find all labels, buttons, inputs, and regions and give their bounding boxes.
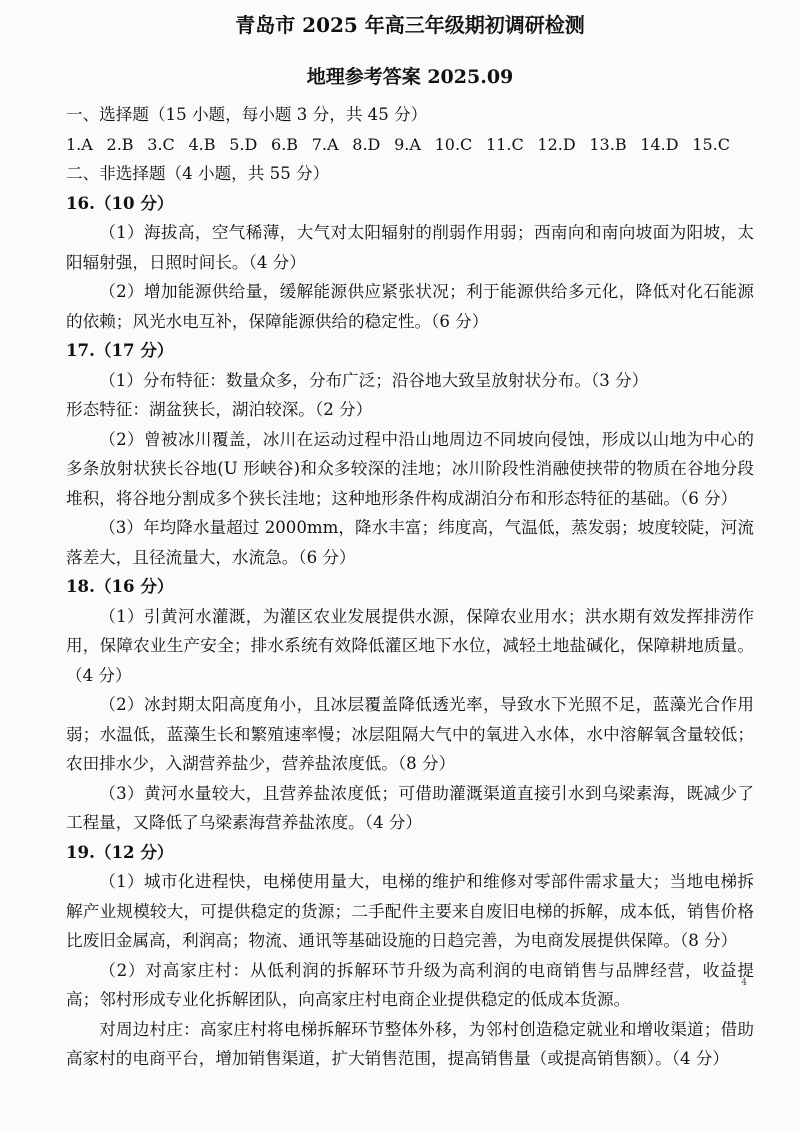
answer-item: 13.B — [589, 134, 627, 154]
answer-item: 8.D — [352, 134, 381, 154]
section-choice — [66, 100, 754, 159]
answer-paragraph: 对周边村庄：高家庄村将电梯拆解环节整体外移，为邻村创造稳定就业和增收渠道；借助高家村的电商平台，增加销售渠道，扩大销售范围，提高销售量（或提高销售额）。（4 分） — [66, 1019, 754, 1068]
question-17 — [66, 336, 754, 572]
page-subtitle: 地理参考答案 2025.09 — [306, 66, 514, 88]
question-18 — [66, 572, 754, 838]
answer-paragraph: 形态特征：湖盆狭长，湖泊较深。（2 分） — [66, 400, 373, 419]
answer-paragraph: （1）海拔高，空气稀薄，大气对太阳辐射的削弱作用弱；西南向和南向坡面为阳坡，太阳辐射强，日照时间长。（4 分） — [66, 223, 754, 272]
section-choice-heading: 一、选择题（15 小题，每小题 3 分，共 45 分） — [66, 105, 428, 124]
answer-paragraph: （2）对高家庄村：从低利润的拆解环节升级为高利润的电商销售与品牌经营，收益提高；邻村形成专业化拆解团队，向高家庄村电商企业提供稳定的低成本货源。 — [66, 960, 754, 1009]
answer-paragraph: （1）引黄河水灌溉，为灌区农业发展提供水源，保障农业用水；洪水期有效发挥排涝作用，保障农业生产安全；排水系统有效降低灌区地下水位，减轻土地盐碱化，保障耕地质量。（4 分） — [66, 606, 754, 685]
answer-item: 1.A — [66, 134, 93, 154]
answer-item: 2.B — [106, 134, 134, 154]
question-number: 16.（10 分） — [66, 192, 174, 213]
question-number: 17.（17 分） — [66, 340, 174, 360]
answer-item: 5.D — [229, 134, 258, 154]
answer-item: 10.C — [434, 134, 473, 154]
answer-paragraph: （2）曾被冰川覆盖，冰川在运动过程中沿山地周边不同坡向侵蚀，形成以山地为中心的多条放射状狭长谷地(U 形峡谷)和众多较深的洼地；冰川阶段性消融使挟带的物质在谷地分段堆积，将谷地分割成多个狭长洼地；这种地形条件构成湖泊分布和形态特征的基础。（6 分） — [66, 429, 754, 508]
answer-item: 11.C — [486, 134, 524, 154]
section-free-heading: 二、非选择题（4 小题，共 55 分） — [66, 164, 330, 183]
answer-paragraph: （1）城市化进程快，电梯使用量大，电梯的维护和维修对零部件需求量大；当地电梯拆解产业规模较大，可提供稳定的货源；二手配件主要来自废旧电梯的拆解，成本低，销售价格比废旧金属高，利润高；物流、通讯等基础设施的日趋完善，为电商发展提供保障。（8 分） — [66, 872, 754, 950]
answer-item: 4.B — [188, 134, 216, 154]
answer-item: 7.A — [311, 134, 339, 154]
answer-paragraph: （2）增加能源供给量，缓解能源供应紧张状况；利于能源供给多元化，降低对化石能源的依赖；风光水电互补，保障能源供给的稳定性。（6 分） — [66, 282, 754, 331]
answer-paragraph: （3）年均降水量超过 2000mm，降水丰富；纬度高，气温低，蒸发弱；坡度较陡，河流落差大，且径流量大，水流急。（6 分） — [66, 518, 754, 567]
answer-item: 14.D — [640, 134, 679, 154]
question-number: 19.（12 分） — [66, 841, 174, 862]
answer-paragraph: （3）黄河水量较大，且营养盐浓度低；可借助灌溉渠道直接引水到乌梁素海，既减少了工程量，又降低了乌梁素海营养盐浓度。（4 分） — [66, 783, 754, 832]
answer-paragraph: （2）冰封期太阳高度角小，且冰层覆盖降低透光率，导致水下光照不足，蓝藻光合作用弱；水温低，蓝藻生长和繁殖速率慢；冰层阻隔大气中的氧进入水体，水中溶解氧含量较低；农田排水少，入湖营养盐少，营养盐浓度低。（8 分） — [66, 695, 754, 773]
question-19 — [66, 838, 754, 1074]
question-number: 18.（16 分） — [66, 576, 174, 596]
margin-mark: 4 — [741, 978, 747, 988]
answer-item: 9.A — [394, 134, 421, 154]
answer-paragraph: （1）分布特征：数量众多，分布广泛；沿谷地大致呈放射状分布。（3 分） — [99, 370, 649, 390]
answer-item: 6.B — [271, 134, 299, 154]
answer-item: 15.C — [692, 134, 730, 154]
question-16 — [66, 189, 754, 337]
answer-item: 3.C — [147, 134, 175, 154]
answer-item: 12.D — [537, 134, 576, 154]
choice-answer-list — [66, 130, 730, 160]
page-title: 青岛市 2025 年高三年级期初调研检测 — [235, 13, 585, 37]
